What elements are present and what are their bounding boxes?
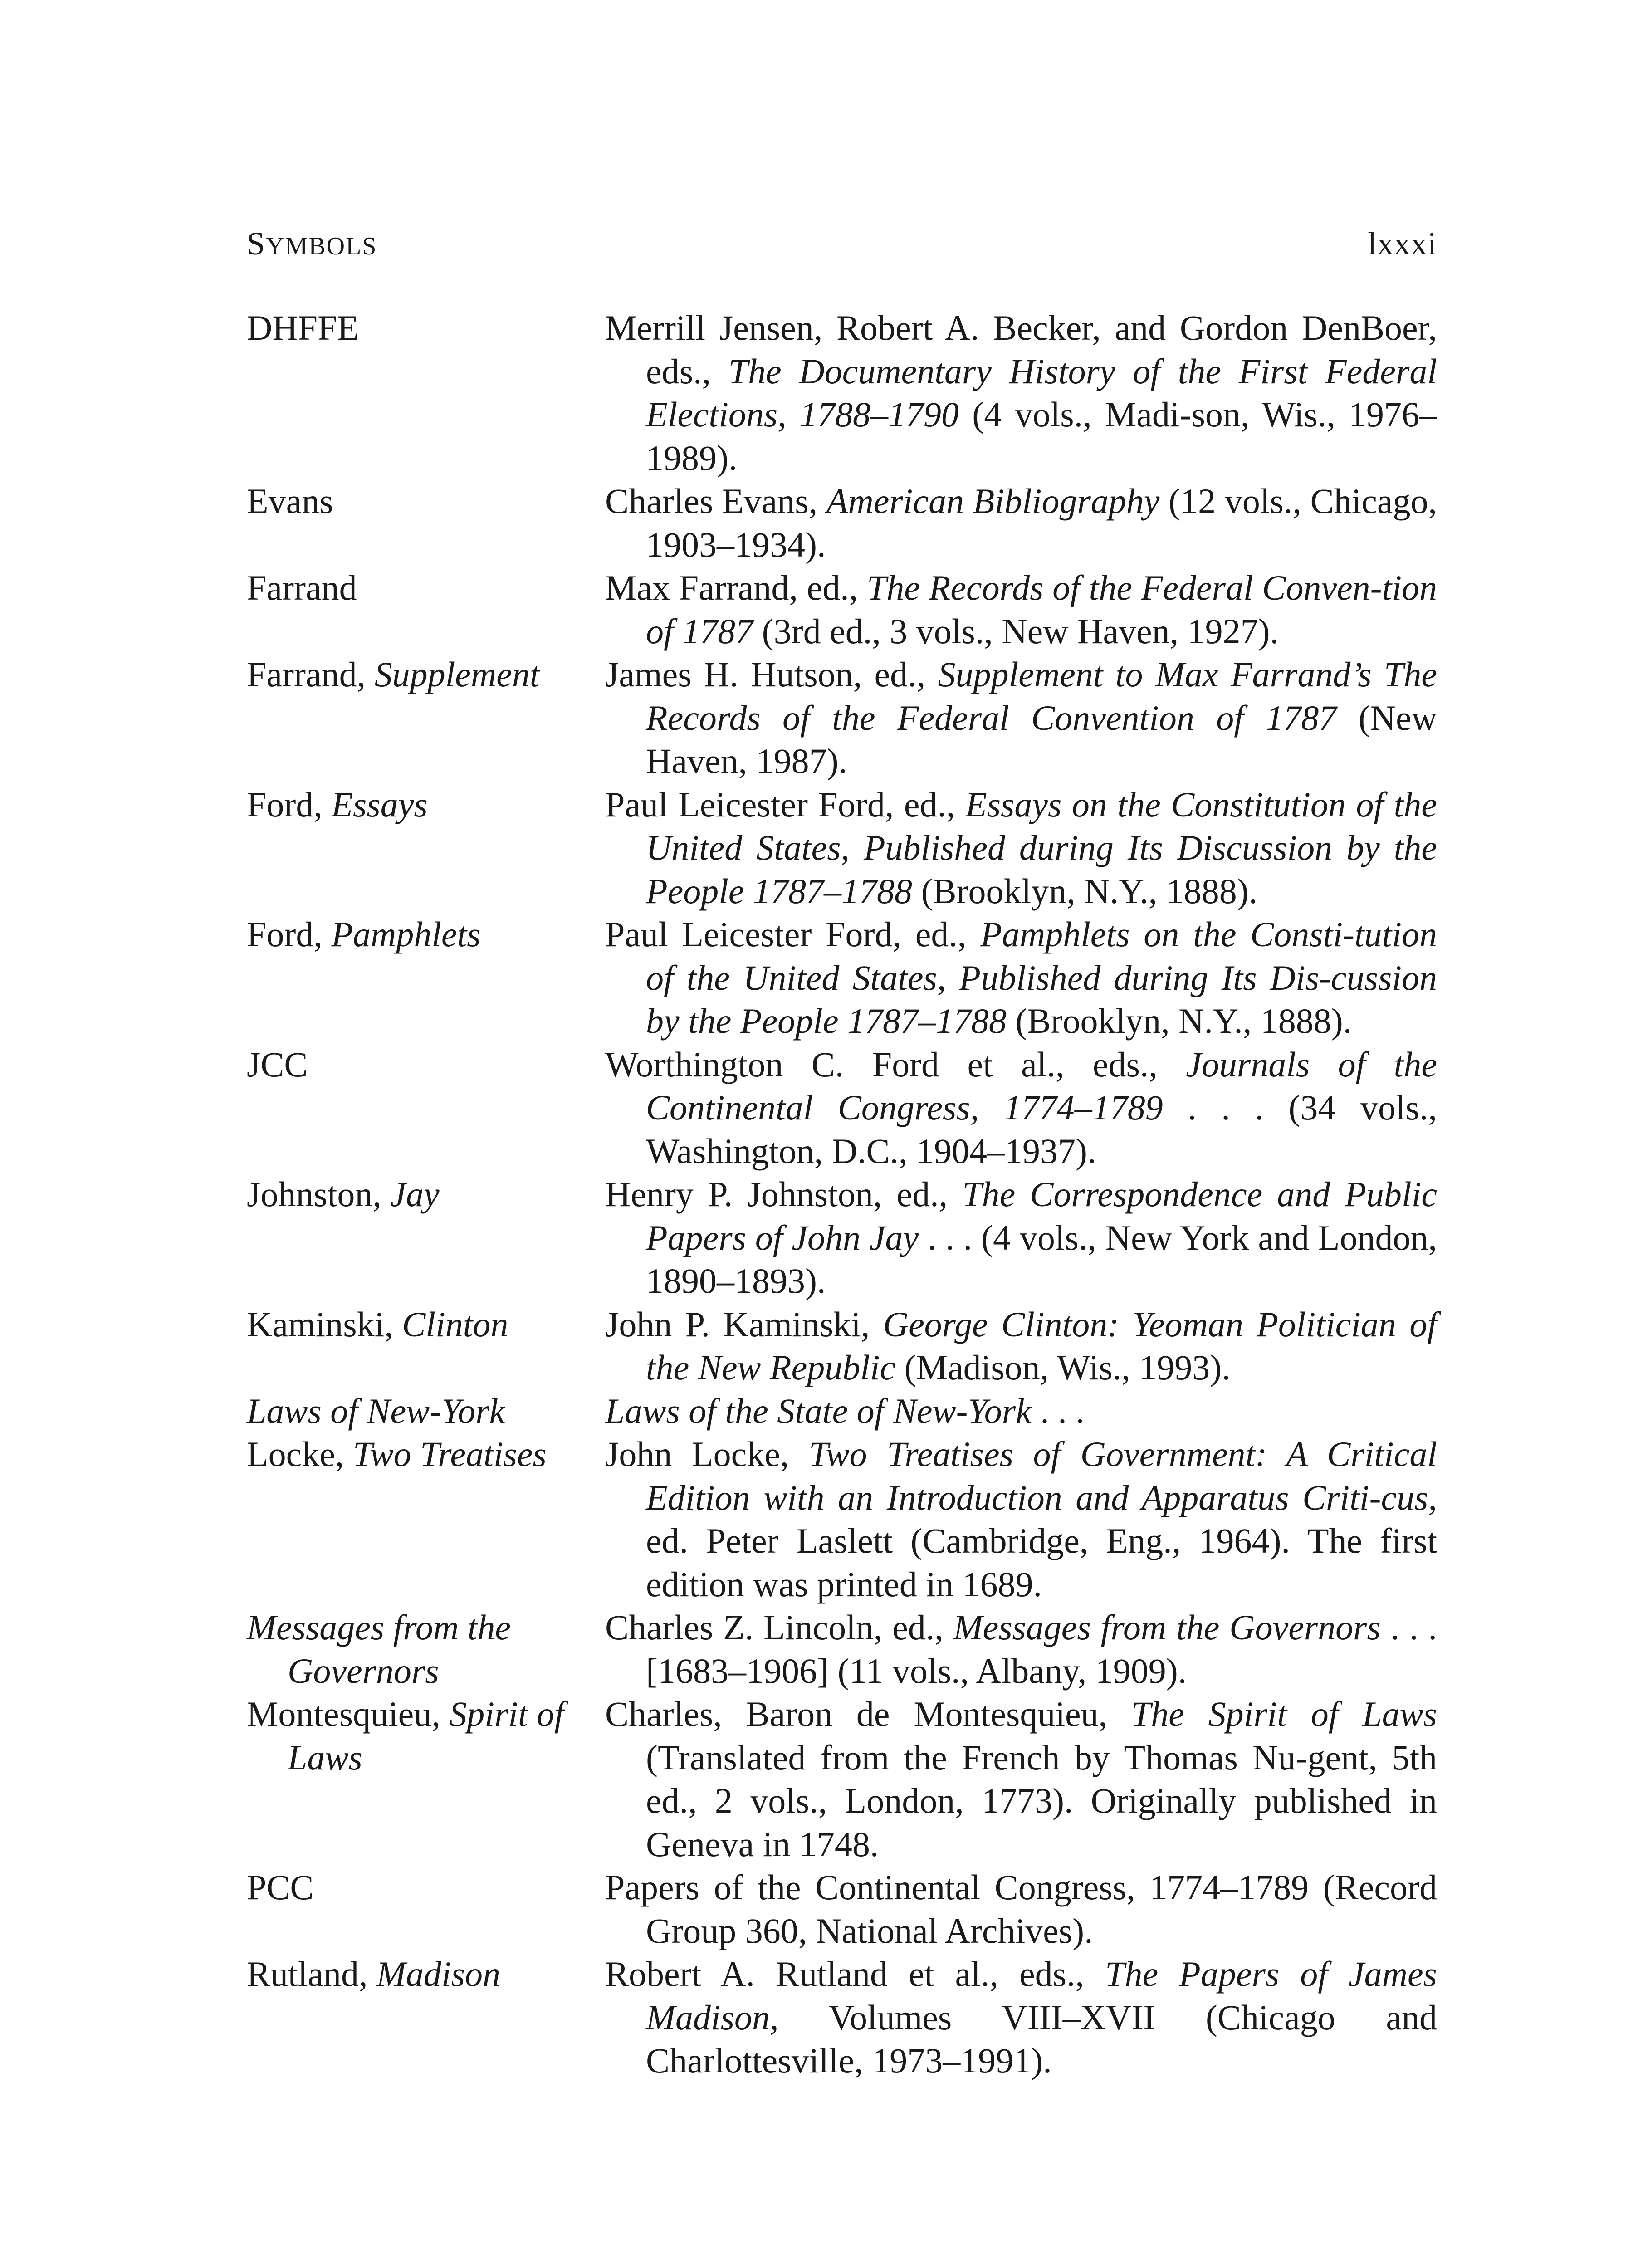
reference-citation [605,1389,1437,1433]
citation-title-run: Journals of the Continental Congress, 1774–1789 [646,1044,1437,1127]
symbol-entry [247,306,1437,479]
citation-title-run: Two Treatises of Government: A Critical Edition with an Introduction and Apparatus Criti-cus, [646,1434,1437,1517]
reference-citation [605,566,1437,653]
symbol-abbreviation [247,1303,605,1389]
citation-text-run: Merrill Jensen, Robert A. Becker, and Gordon DenBoer, eds., [605,308,1437,391]
symbol-text-run: Ford, [247,784,332,824]
symbol-abbreviation [247,1866,605,1952]
symbol-entry [247,1952,1437,2082]
symbol-text-run: Ford, [247,914,332,954]
citation-text-run: Worthington C. Ford et al., eds., [605,1044,1186,1084]
symbol-text-run: Essays [331,784,428,824]
symbol-abbreviation [247,1043,605,1173]
citation-title-run: Supplement to Max Farrand’s The Records of the Federal Convention of 1787 [646,655,1437,738]
symbol-text-run: Johnston, [247,1174,391,1214]
citation-text-run: Volumes VIII–XVII (Chicago and Charlottesville, 1973–1991). [646,1997,1437,2080]
symbol-text-run: Pamphlets [331,914,481,954]
symbol-abbreviation [247,1606,605,1692]
citation-title-run: Laws of the State of New-York [605,1391,1032,1431]
citation-title-run: Messages from the Governors [953,1608,1381,1647]
symbol-text-run: Locke, [247,1434,353,1474]
citation-text-run: . . . (34 vols., Washington, D.C., 1904–1937). [646,1088,1437,1171]
citation-text-run: Charles Z. Lincoln, ed., [605,1608,953,1647]
citation-title-run: The Spirit of Laws [1131,1694,1437,1734]
section-title-smallcaps: YMBOLS [266,232,377,260]
symbol-abbreviation [247,1952,605,2082]
citation-text-run: (Brooklyn, N.Y., 1888). [912,871,1258,911]
citation-text-run: Paul Leicester Ford, ed., [605,784,966,824]
symbol-abbreviation [247,653,605,783]
citation-text-run: (Brooklyn, N.Y., 1888). [1006,1001,1352,1041]
symbol-text-run: Clinton [402,1304,508,1344]
symbol-entry [247,479,1437,566]
symbol-entry [247,1173,1437,1303]
symbol-text-run: Spirit of Laws [288,1694,564,1777]
citation-text-run: (Translated from the French by Thomas Nu-gent, 5th ed., 2 vols., London, 1773). Originally published in Geneva in 1748. [646,1737,1437,1864]
reference-citation [605,1692,1437,1866]
symbol-text-run: Jay [390,1174,440,1214]
citation-text-run: Robert A. Rutland et al., eds., [605,1954,1105,1994]
citation-text-run: . . . [1683–1906] (11 vols., Albany, 1909). [646,1608,1437,1691]
citation-title-run: George Clinton: Yeoman Politician of the New Republic [646,1304,1437,1387]
symbol-entry [247,783,1437,913]
section-title [247,223,377,267]
symbol-abbreviation [247,306,605,479]
reference-citation [605,913,1437,1043]
symbol-text-run: Montesquieu, [247,1694,450,1734]
citation-text-run: John Locke, [605,1434,809,1474]
reference-citation [605,783,1437,913]
citation-text-run: (3rd ed., 3 vols., New Haven, 1927). [753,611,1279,651]
symbol-abbreviation [247,1432,605,1606]
symbol-entry [247,1866,1437,1952]
reference-citation [605,1866,1437,1952]
reference-citation [605,306,1437,479]
symbol-entry [247,653,1437,783]
symbol-entry [247,1432,1437,1606]
symbol-text-run: Farrand, [247,655,375,694]
citation-title-run: The Documentary History of the First Federal Elections, 1788–1790 [646,351,1437,434]
citation-text-run: Paul Leicester Ford, ed., [605,914,981,954]
page-number: lxxxi [1367,225,1437,262]
citation-text-run: James H. Hutson, ed., [605,655,938,694]
citation-text-run: Charles, Baron de Montesquieu, [605,1694,1131,1734]
symbol-text-run: Laws of New-York [247,1391,505,1431]
citation-text-run: Max Farrand, ed., [605,568,867,607]
symbol-abbreviation [247,1173,605,1303]
symbol-text-run: JCC [247,1044,308,1084]
reference-citation [605,1432,1437,1606]
symbol-abbreviation [247,479,605,566]
symbol-text-run: Farrand [247,568,357,607]
section-title-initial: S [247,225,266,262]
citation-text-run: . . . (4 vols., New York and London, 1890–1893). [646,1217,1437,1300]
citation-text-run: Charles Evans, [605,481,826,521]
citation-text-run: (Madison, Wis., 1993). [895,1348,1231,1387]
symbol-entry [247,1303,1437,1389]
citation-title-run: Essays on the Constitution of the United States, Published during Its Discussion by the People 1787–1788 [646,784,1437,911]
symbol-abbreviation [247,783,605,913]
citation-text-run: John P. Kaminski, [605,1304,883,1344]
symbol-abbreviation [247,566,605,653]
symbol-text-run: Messages from the Governors [247,1608,511,1691]
symbol-entry [247,1606,1437,1692]
symbol-abbreviation [247,913,605,1043]
reference-citation [605,1606,1437,1692]
citation-text-run: Papers of the Continental Congress, 1774–1789 (Record Group 360, National Archives). [605,1867,1437,1950]
symbol-text-run: Kaminski, [247,1304,402,1344]
symbol-abbreviation [247,1389,605,1433]
symbols-list [247,306,1437,2082]
reference-citation [605,1303,1437,1389]
symbol-entry [247,913,1437,1043]
symbol-text-run: DHFFE [247,308,359,347]
symbol-entry [247,1692,1437,1866]
symbol-text-run: Rutland, [247,1954,376,1994]
citation-title-run: The Correspondence and Public Papers of John Jay [646,1174,1437,1257]
reference-citation [605,479,1437,566]
reference-citation [605,1952,1437,2082]
citation-text-run: (New Haven, 1987). [646,698,1437,781]
citation-text-run: . . . [1031,1391,1085,1431]
citation-text-run: (4 vols., Madi-son, Wis., 1976–1989). [646,395,1437,478]
symbol-abbreviation [247,1692,605,1866]
citation-text-run: Henry P. Johnston, ed., [605,1174,963,1214]
reference-citation [605,1043,1437,1173]
citation-title-run: Pamphlets on the Consti-tution of the United States, Published during Its Dis-cussion by the People 1787–1788 [646,914,1437,1041]
symbol-entry [247,1043,1437,1173]
symbol-entry [247,566,1437,653]
symbol-text-run: Evans [247,481,333,521]
citation-text-run: (12 vols., Chicago, 1903–1934). [646,481,1437,564]
symbol-entry [247,1389,1437,1433]
running-head [247,223,1437,264]
citation-title-run: American Bibliography [826,481,1160,521]
symbol-text-run: PCC [247,1867,314,1907]
citation-title-run: The Records of the Federal Conven-tion of 1787 [646,568,1437,651]
reference-citation [605,653,1437,783]
reference-citation [605,1173,1437,1303]
symbol-text-run: Madison [376,1954,500,1994]
symbol-text-run: Supplement [374,655,540,694]
symbol-text-run: Two Treatises [352,1434,547,1474]
citation-title-run: The Papers of James Madison, [646,1954,1437,2037]
citation-text-run: ed. Peter Laslett (Cambridge, Eng., 1964). The first edition was printed in 1689. [646,1521,1437,1604]
